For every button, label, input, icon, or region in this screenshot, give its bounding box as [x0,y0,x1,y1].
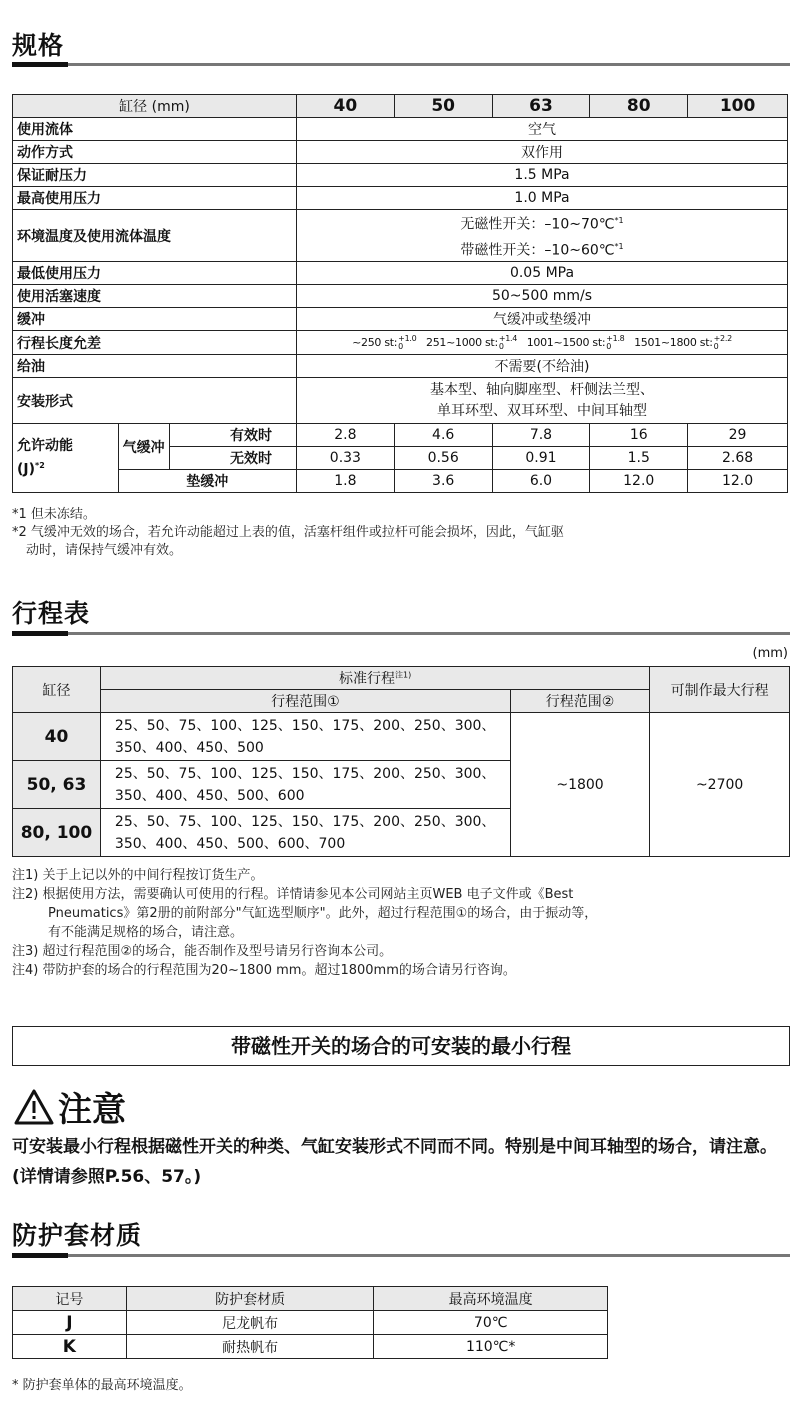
stroke-note-2: 注2) 根据使用方法，需要确认可使用的行程。详情请参见本公司网站主页WEB 电子文件或《Best [12,887,574,902]
ineffective-100: 2.68 [688,447,788,470]
stroke-col-bore: 缸径 [13,667,101,713]
spec-note-1: *1 但未冻结。 [12,507,96,522]
boot-code-k: K [13,1335,127,1359]
stroke-col-standard-text: 标准行程 [338,671,395,687]
stroke-tolerance-value [297,331,788,355]
bore-40: 40 [297,95,395,118]
action-value: 双作用 [297,141,788,164]
stroke-range1-50-63 [100,761,510,809]
tol-lower-3: 0 [606,341,612,351]
proof-pressure-label: 保证耐压力 [13,164,297,187]
piston-speed-value: 50~500 mm/s [297,285,788,308]
effective-63: 7.8 [492,424,590,447]
energy-label-text: 允许动能 [17,437,73,454]
spec-table [12,94,788,493]
stroke-bore-80-100: 80, 100 [13,809,101,857]
proof-pressure-value: 1.5 MPa [297,164,788,187]
stroke-note-3: 注3) 超过行程范围②的场合，能否制作及型号请另行咨询本公司。 [12,944,393,959]
energy-mark: *2 [35,460,45,470]
spec-note-2-cont: 动时，请保持气缓冲有效。 [26,543,183,558]
mount-value [297,378,788,424]
stroke-col-standard-note: 注1) [394,670,412,680]
stroke-range1-80-100-line2: 350、400、450、500、600、700 [114,835,346,852]
boot-material-k: 耐热帆布 [126,1335,374,1359]
ineffective-80: 1.5 [590,447,688,470]
boot-note: * 防护套单体的最高环境温度。 [12,1378,192,1393]
stroke-range1-50-63-line2: 350、400、450、500、600 [114,787,305,804]
temp-mark-2: *1 [614,241,624,251]
pad-50: 3.6 [394,470,492,493]
pad-cushion-label: 垫缓冲 [118,470,296,493]
pad-100: 12.0 [688,470,788,493]
temp-value [297,210,788,262]
stroke-notes [12,866,597,980]
stroke-note-1: 注1) 关于上记以外的中间行程按订货生产。 [12,868,264,883]
cushion-value: 气缓冲或垫缓冲 [297,308,788,331]
tol-upper-4: +2.2 [713,333,732,343]
tol-lower-1: 0 [398,341,403,351]
pad-63: 6.0 [492,470,590,493]
temp-line-switch: 带磁性开关：–10~60℃ [460,242,615,259]
spec-notes [12,506,564,560]
stroke-range1-50-63-line1: 25、50、75、100、125、150、175、200、250、300、 [114,765,496,782]
stroke-range2-value: ~1800 [510,713,649,857]
fluid-value: 空气 [297,118,788,141]
pad-80: 12.0 [590,470,688,493]
mount-line-1: 基本型、轴向脚座型、杆侧法兰型、 [430,381,654,398]
stroke-range1-40-line2: 350、400、450、500 [114,739,264,756]
tol-upper-2: +1.4 [498,333,518,343]
pad-40: 1.8 [297,470,395,493]
stroke-range1-80-100 [100,809,510,857]
lube-label: 给油 [13,355,297,378]
effective-50: 4.6 [394,424,492,447]
boot-col-temp: 最高环境温度 [374,1287,608,1311]
tol-lower-2: 0 [498,341,504,351]
effective-100: 29 [688,424,788,447]
stroke-table [12,666,790,857]
caution-text: 可安装最小行程根据磁性开关的种类、气缸安装形式不同而不同。特别是中间耳轴型的场合，请注意。(详情请参照P.56、57。) [12,1137,777,1187]
caution-title-text: 注意 [58,1090,126,1130]
effective-80: 16 [590,424,688,447]
bore-50: 50 [394,95,492,118]
stroke-col-max: 可制作最大行程 [650,667,790,713]
ineffective-63: 0.91 [492,447,590,470]
stroke-section-rule [12,632,790,635]
min-pressure-value: 0.05 MPa [297,262,788,285]
boot-material-j: 尼龙帆布 [126,1311,374,1335]
stroke-col-standard [100,667,649,690]
stroke-range1-80-100-line1: 25、50、75、100、125、150、175、200、250、300、 [114,813,496,830]
spec-section-rule [12,63,790,66]
boot-table [12,1286,608,1359]
temp-mark-1: *1 [614,216,624,225]
stroke-range1-40 [100,713,510,761]
temp-line-no-switch: 无磁性开关：–10~70℃ [460,216,615,233]
piston-speed-label: 使用活塞速度 [13,285,297,308]
bore-80: 80 [590,95,688,118]
stroke-col-range1: 行程范围① [100,690,510,713]
tol-range-2: 251~1000 st: [426,335,498,349]
stroke-range1-40-line1: 25、50、75、100、125、150、175、200、250、300、 [114,717,496,734]
bore-label: 缸径 (mm) [13,95,297,118]
spec-note-2: *2 气缓冲无效的场合，若允许动能超过上表的值，活塞杆组件或拉杆可能会损坏，因此，气缸驱 [12,525,564,540]
stroke-max-value: ~2700 [650,713,790,857]
air-cushion-label: 气缓冲 [118,424,169,470]
boot-section-title: 防护套材质 [12,1221,143,1250]
tol-upper-3: +1.8 [606,333,625,343]
lube-value: 不需要(不给油) [297,355,788,378]
boot-code-j: J [13,1311,127,1335]
boot-col-material: 防护套材质 [126,1287,374,1311]
min-pressure-label: 最低使用压力 [13,262,297,285]
stroke-note-4: 注4) 带防护套的场合的行程范围为20~1800 mm。超过1800mm的场合请另行咨询。 [12,963,516,978]
ineffective-40: 0.33 [297,447,395,470]
ineffective-label: 无效时 [169,447,296,470]
cushion-label: 缓冲 [13,308,297,331]
stroke-note-2-cont1: Pneumatics》第2册的前附部分"气缸选型顺序"。此外，超过行程范围①的场合，由于振动等， [48,906,598,921]
min-stroke-title: 带磁性开关的场合的可安装的最小行程 [12,1026,790,1066]
max-pressure-label: 最高使用压力 [13,187,297,210]
stroke-bore-40: 40 [13,713,101,761]
boot-col-code: 记号 [13,1287,127,1311]
tol-range-3: 1001~1500 st: [526,335,606,349]
action-label: 动作方式 [13,141,297,164]
effective-label: 有效时 [169,424,296,447]
energy-label [13,424,119,493]
boot-temp-j: 70℃ [374,1311,608,1335]
tol-lower-4: 0 [713,341,719,351]
bore-100: 100 [688,95,788,118]
effective-40: 2.8 [297,424,395,447]
fluid-label: 使用流体 [13,118,297,141]
max-pressure-value: 1.0 MPa [297,187,788,210]
tol-range-1: ~250 st: [352,335,398,349]
stroke-section-title: 行程表 [12,599,91,628]
ineffective-50: 0.56 [394,447,492,470]
stroke-bore-50-63: 50, 63 [13,761,101,809]
stroke-tolerance-label: 行程长度允差 [13,331,297,355]
stroke-unit: (mm) [752,646,788,661]
temp-label: 环境温度及使用流体温度 [13,210,297,262]
boot-temp-k: 110℃* [374,1335,608,1359]
energy-unit: (J) [17,461,36,478]
boot-section-rule [12,1254,790,1257]
tol-range-4: 1501~1800 st: [634,335,713,349]
mount-label: 安装形式 [13,378,297,424]
warning-icon [14,1089,54,1125]
stroke-col-range2: 行程范围② [510,690,649,713]
mount-line-2: 单耳环型、双耳环型、中间耳轴型 [437,402,647,419]
tol-upper-1: +1.0 [398,333,417,343]
spec-section-title: 规格 [12,31,65,60]
caution-title [14,1082,126,1131]
stroke-note-2-cont2: 有不能满足规格的场合，请注意。 [48,925,244,940]
bore-63: 63 [492,95,590,118]
